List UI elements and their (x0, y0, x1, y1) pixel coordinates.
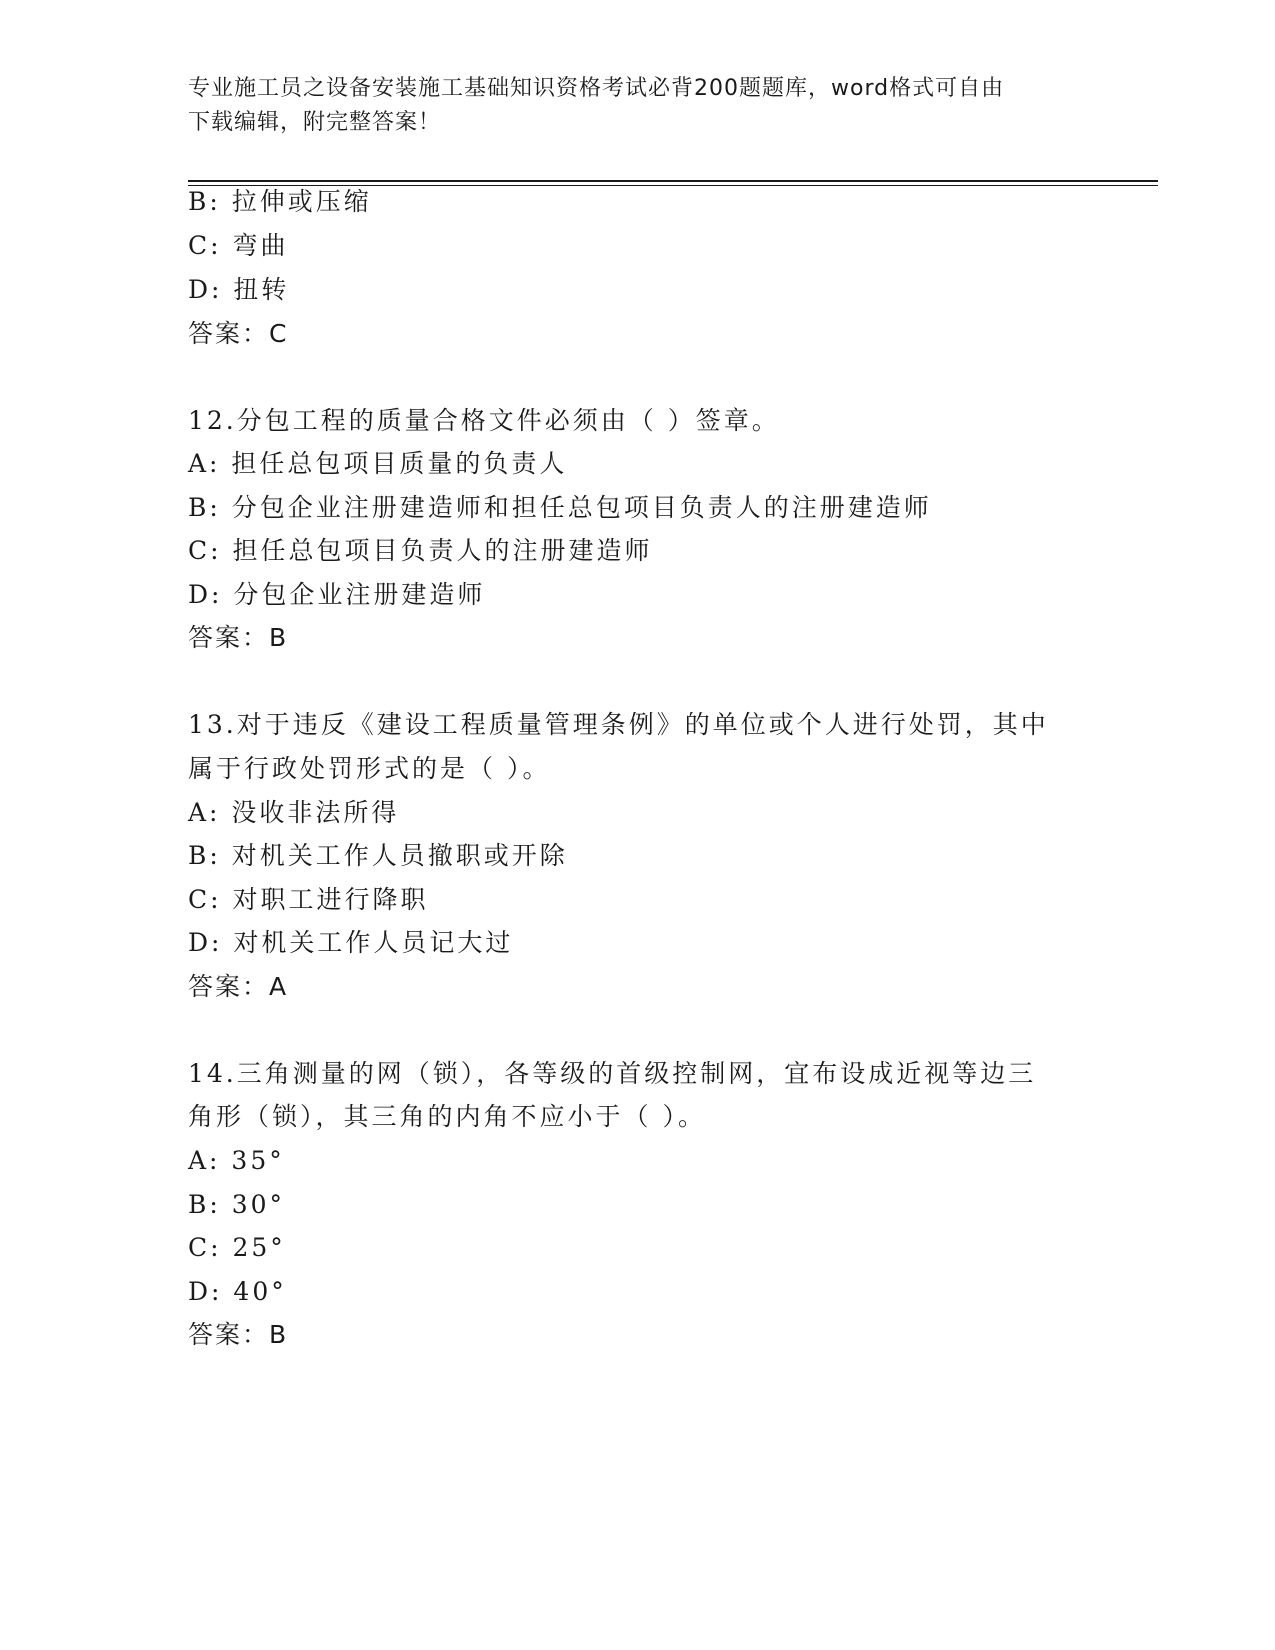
q13-option-c: C: 对职工进行降职 (188, 885, 429, 914)
q12-option-d: D: 分包企业注册建造师 (188, 580, 486, 609)
q14-answer: 答案：B (188, 1320, 289, 1349)
prev-option-b: B: 拉伸或压缩 (188, 187, 372, 216)
q14-stem-line-2: 角形（锁），其三角的内角不应小于（ ）。 (188, 1102, 706, 1131)
q14-option-b: B: 30° (188, 1190, 286, 1219)
header-divider-thick (188, 180, 1158, 182)
q12-stem: 12.分包工程的质量合格文件必须由（ ）签章。 (188, 406, 780, 435)
q13-option-a: A: 没收非法所得 (188, 798, 400, 827)
header-line-1: 专业施工员之设备安装施工基础知识资格考试必背200题题库，word格式可自由 (188, 76, 1005, 101)
q12-answer: 答案：B (188, 623, 289, 652)
q14-option-d: D: 40° (188, 1277, 287, 1306)
q14-option-c: C: 25° (188, 1233, 286, 1262)
header-line-2: 下载编辑，附完整答案！ (188, 110, 442, 135)
q13-option-b: B: 对机关工作人员撤职或开除 (188, 841, 568, 870)
document-header (188, 72, 1078, 140)
q13-option-d: D: 对机关工作人员记大过 (188, 928, 514, 957)
q12-option-b: B: 分包企业注册建造师和担任总包项目负责人的注册建造师 (188, 493, 932, 522)
q13-stem-line-1: 13.对于违反《建设工程质量管理条例》的单位或个人进行处罚，其中 (188, 710, 1049, 739)
q13-stem-line-2: 属于行政处罚形式的是（ ）。 (188, 754, 551, 783)
prev-option-c: C: 弯曲 (188, 231, 289, 260)
q12-option-c: C: 担任总包项目负责人的注册建造师 (188, 536, 653, 565)
q12-option-a: A: 担任总包项目质量的负责人 (188, 449, 568, 478)
prev-option-d: D: 扭转 (188, 275, 290, 304)
prev-answer: 答案：C (188, 319, 289, 348)
q13-answer: 答案：A (188, 972, 289, 1001)
q14-stem-line-1: 14.三角测量的网（锁），各等级的首级控制网，宜布设成近视等边三 (188, 1059, 1037, 1088)
q14-option-a: A: 35° (188, 1146, 285, 1175)
